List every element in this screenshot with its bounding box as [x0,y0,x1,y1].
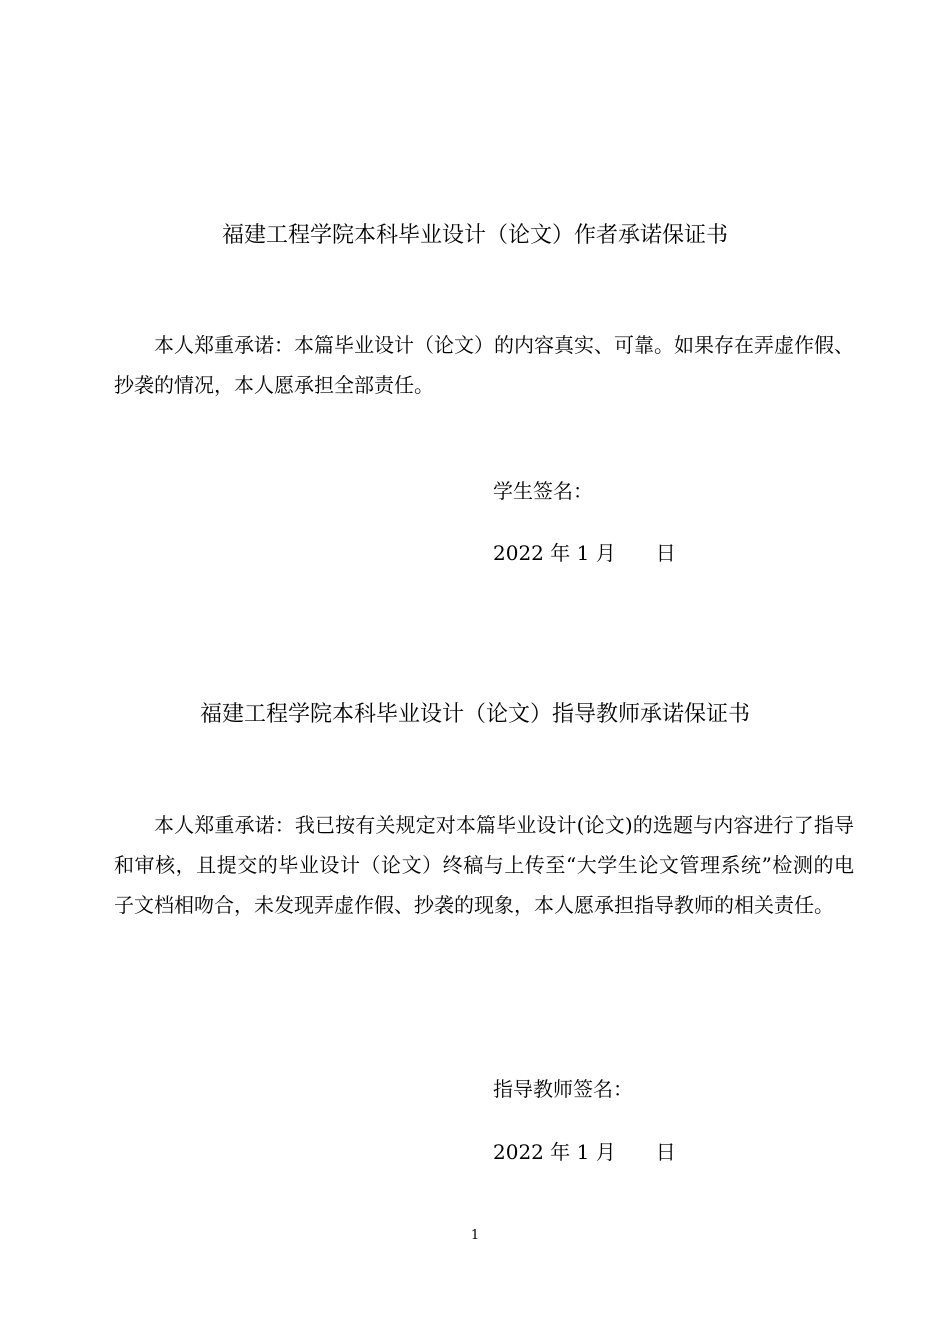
author-date-day: 日 [655,541,676,565]
advisor-pledge-title: 福建工程学院本科毕业设计（论文）指导教师承诺保证书 [199,702,750,727]
author-pledge-title: 福建工程学院本科毕业设计（论文）作者承诺保证书 [221,223,728,248]
advisor-date-day: 日 [655,1140,676,1164]
advisor-date-month: 1 月 [576,1140,616,1164]
advisor-date-line [493,1137,676,1167]
student-signature-label: 学生签名： [493,479,593,503]
page-number: 1 [470,1228,480,1243]
advisor-signature-label: 指导教师签名： [493,1077,633,1101]
advisor-pledge-statement: 本人郑重承诺：我已按有关规定对本篇毕业设计(论文)的选题与内容进行了指导和审核，且提交的毕业设计（论文）终稿与上传至“大学生论文管理系统”检测的电子文档相吻合，未发现弄虚作假、抄袭的现象，本人愿承担指导教师的相关责任。 [114,813,854,917]
author-date-year: 2022 年 [493,541,571,565]
author-date-month: 1 月 [576,541,616,565]
author-pledge-statement: 本人郑重承诺：本篇毕业设计（论文）的内容真实、可靠。如果存在弄虚作假、抄袭的情况，本人愿承担全部责任。 [114,333,854,397]
advisor-date-year: 2022 年 [493,1140,571,1164]
author-date-line [493,538,676,568]
